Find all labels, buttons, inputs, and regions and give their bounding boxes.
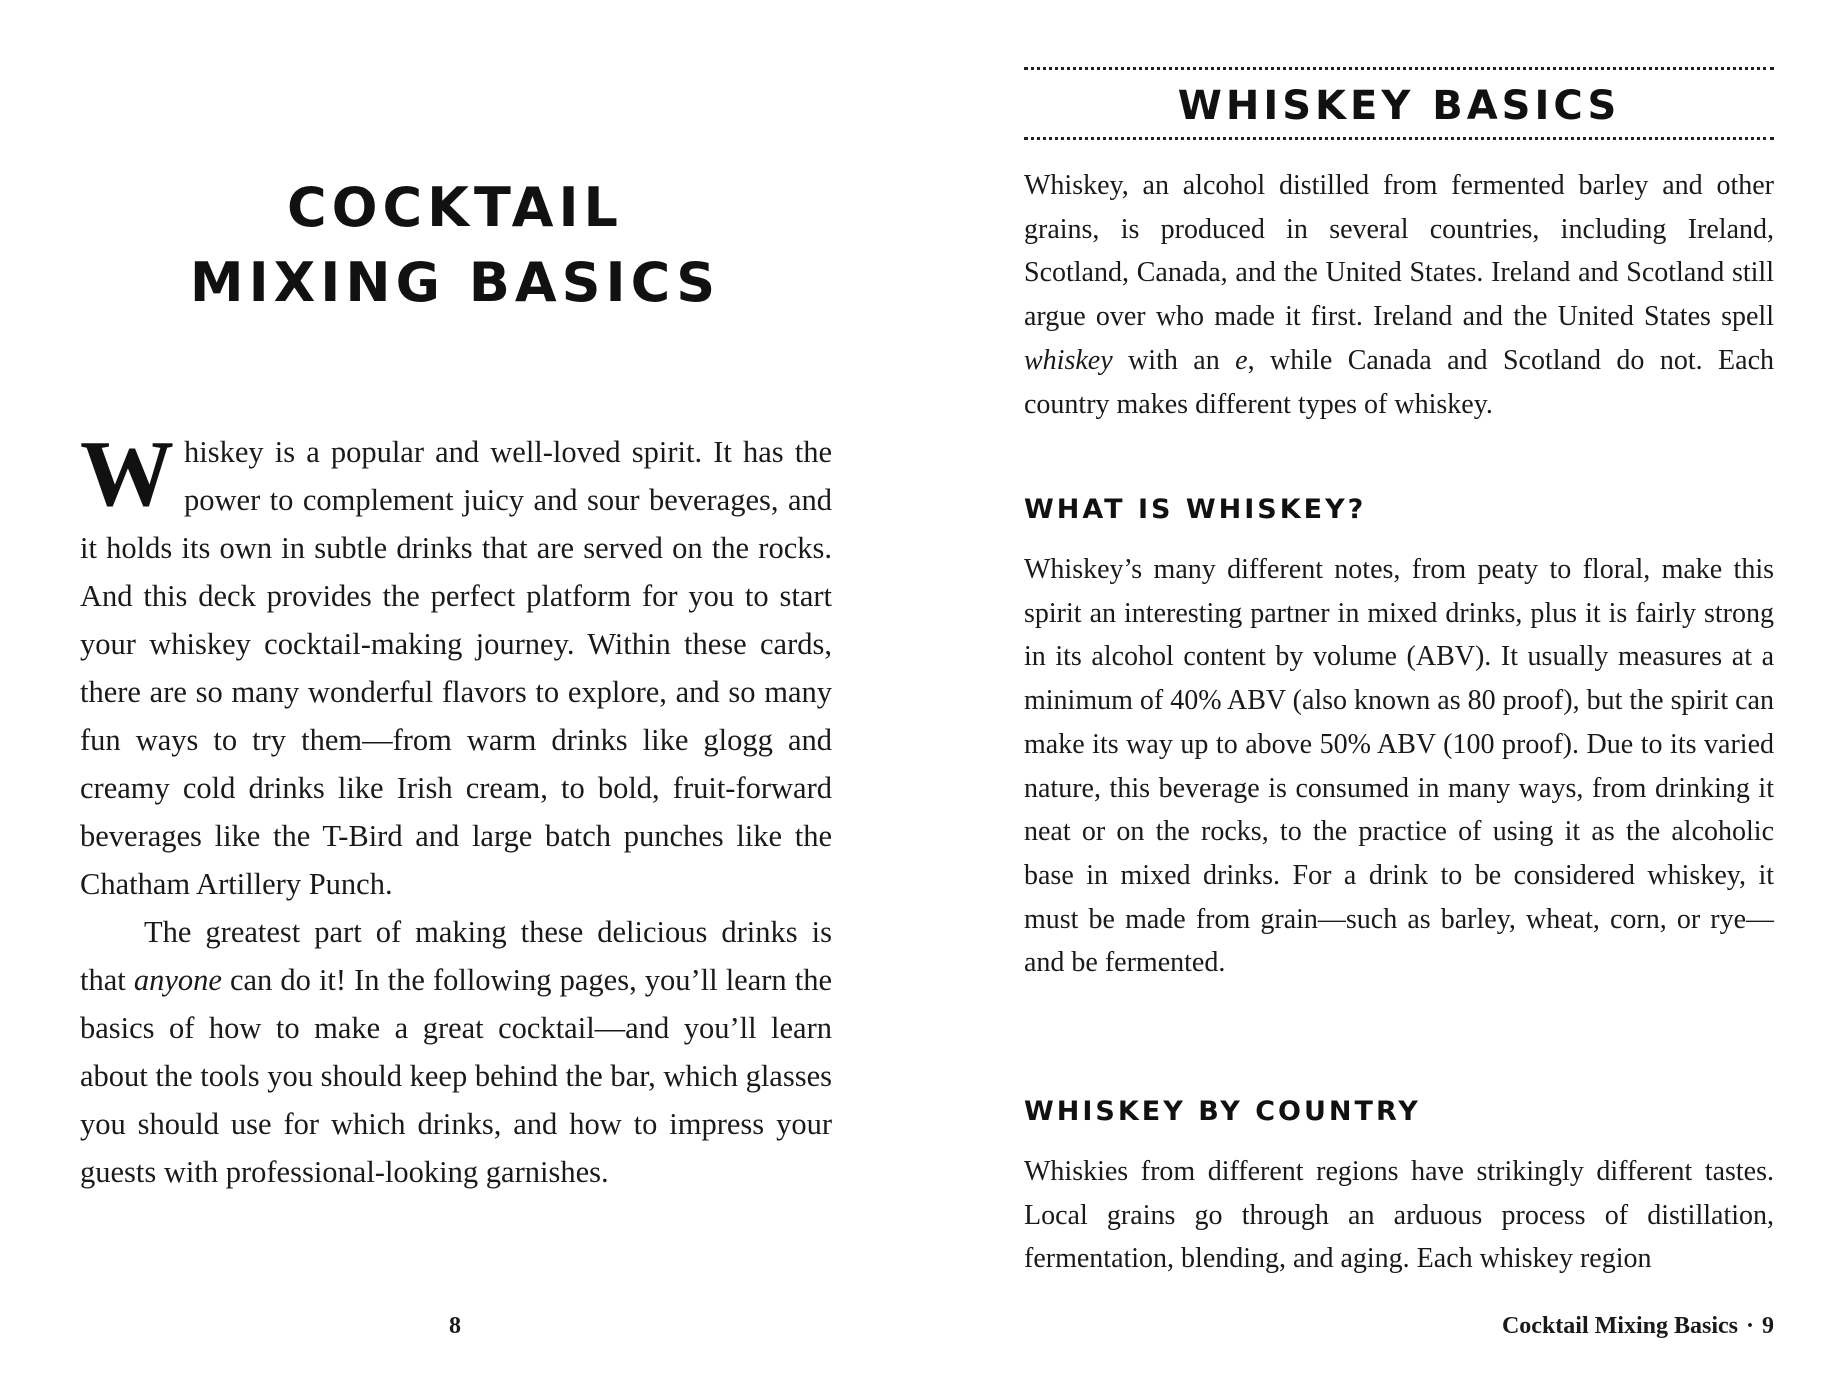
whiskey-by-country-text: Whiskies from different regions have strikingly different tastes. Local grains go through an arduous process of distillation, fermentation, blending, and aging. Each whiskey region xyxy=(1024,1156,1774,1275)
chapter-title xyxy=(80,170,830,320)
subheading-whiskey-by-country: WHISKEY BY COUNTRY xyxy=(1024,1096,1421,1127)
intro-text-a: Whiskey, an alcohol distilled from fermented barley and other grains, is produced in several countries, including Ireland, Scotland, Canada, and the United States. Ireland and Scotland still argue over who made it first. Ireland and the United States spell xyxy=(1024,170,1774,333)
emphasis-whiskey: whiskey xyxy=(1024,344,1113,376)
intro-paragraph xyxy=(80,422,832,908)
footer-separator: · xyxy=(1745,1313,1754,1339)
whiskey-by-country-paragraph xyxy=(1024,1150,1774,1281)
page-number-left: 8 xyxy=(449,1313,461,1339)
intro-paragraph-text: hiskey is a popular and well-loved spirit. It has the power to complement juicy and sour beverages, and it holds its own in subtle drinks that are served on the rocks. And this deck provides the perfect platform for you to start your whiskey cocktail-making journey. Within these cards, there are so many wonderful flavors to explore, and so many fun ways to try them—from warm drinks like glogg and creamy cold drinks like Irish cream, to bold, fruit-forward beverages like the T-Bird and large batch punches like the Chatham Artillery Punch. xyxy=(80,435,832,901)
intro-text-b: with an xyxy=(1112,344,1236,376)
page-number-right: 9 xyxy=(1762,1313,1774,1339)
left-page xyxy=(0,0,922,1400)
second-paragraph-part-a: The greatest part of making these delicious drinks is that xyxy=(80,915,832,997)
right-page xyxy=(922,0,1845,1400)
dotted-rule-top xyxy=(1024,67,1774,70)
what-is-whiskey-text: Whiskey’s many different notes, from peaty to floral, make this spirit an interesting partner in mixed drinks, plus it is fairly strong in its alcohol content by volume (ABV). It usually measures at a minimum of 40% ABV (also known as 80 proof), but the spirit can make its way up to above 50% ABV (100 proof). Due to its varied nature, this beverage is consumed in many ways, from drinking it neat or on the rocks, to the practice of using it as the alcoholic base in mixed drinks. For a drink to be considered whiskey, it must be made from grain—such as barley, wheat, corn, or rye—and be fermented. xyxy=(1024,554,1774,979)
running-title: Cocktail Mixing Basics xyxy=(1501,1313,1738,1339)
emphasis-e: e xyxy=(1235,344,1248,376)
chapter-title-line2: MIXING BASICS xyxy=(189,251,721,314)
running-footer xyxy=(1024,1313,1774,1340)
chapter-title-line1: COCKTAIL xyxy=(287,176,623,239)
second-paragraph xyxy=(80,908,832,1196)
intro-text-c: , while Canada and Scotland do not. Each country makes different types of whiskey. xyxy=(1024,344,1774,420)
subheading-what-is-whiskey: WHAT IS WHISKEY? xyxy=(1024,494,1367,525)
drop-cap: W xyxy=(80,422,174,526)
what-is-whiskey-paragraph xyxy=(1024,548,1774,985)
dotted-rule-bottom xyxy=(1024,137,1774,140)
whiskey-basics-intro xyxy=(1024,164,1774,426)
section-title: WHISKEY BASICS xyxy=(1177,83,1621,129)
left-body-text xyxy=(80,422,832,1196)
emphasis-anyone: anyone xyxy=(133,963,222,997)
second-paragraph-part-b: can do it! In the following pages, you’ll learn the basics of how to make a great cocktail—and you’ll learn about the tools you should keep behind the bar, which glasses you should use for which drinks, and how to impress your guests with professional-looking garnishes. xyxy=(80,963,832,1189)
